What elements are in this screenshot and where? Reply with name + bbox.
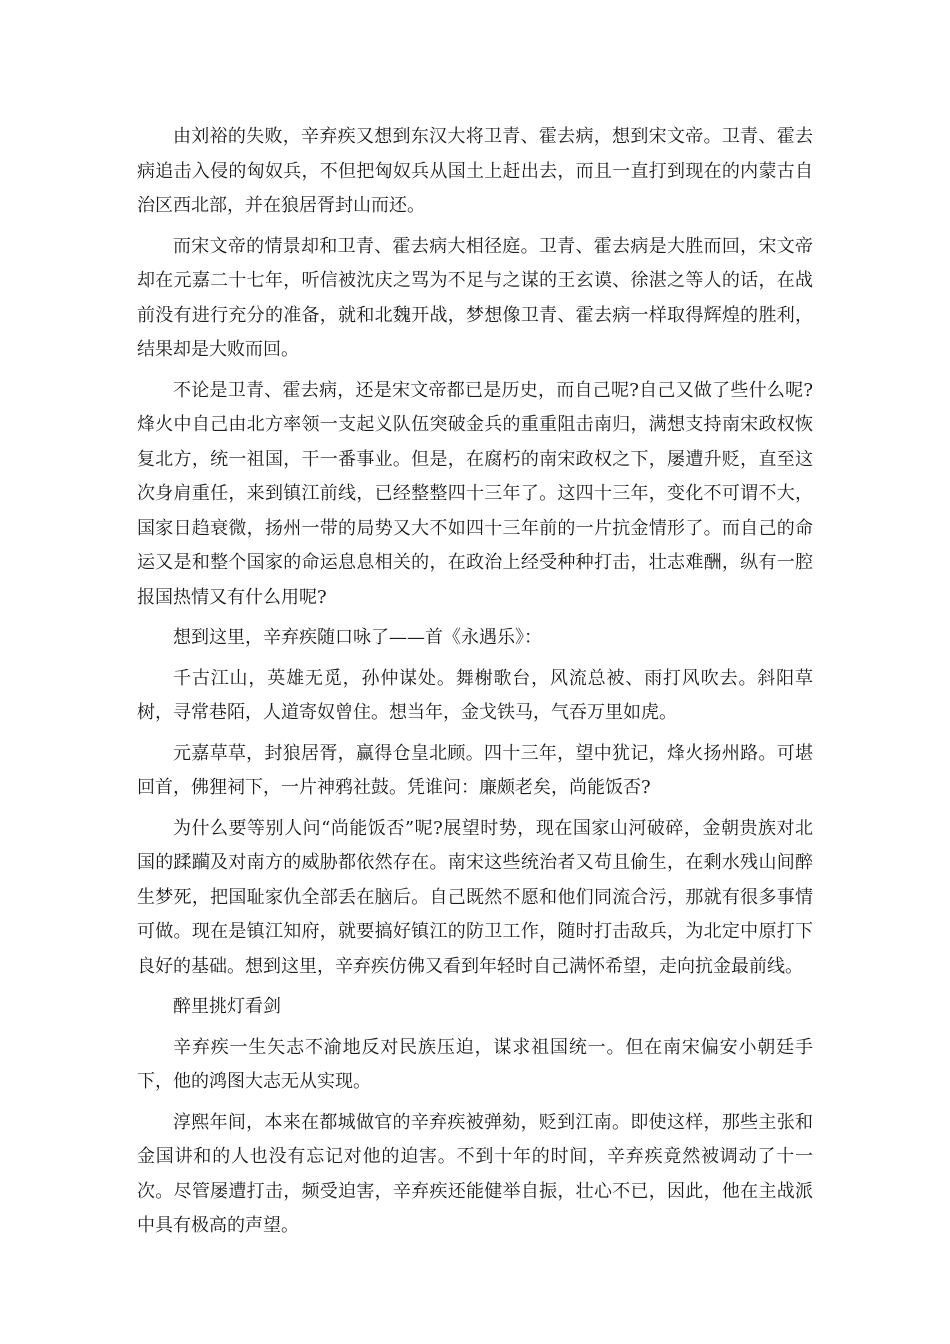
- section-heading: 醉里挑灯看剑: [173, 996, 281, 1017]
- poem-stanza: 元嘉草草，封狼居胥，赢得仓皇北顾。四十三年，望中犹记，烽火扬州路。可堪回首，佛狸祠下，一片神鸦社鼓。凭谁问：廉颇老矣，尚能饭否?: [137, 742, 813, 798]
- paragraph: 不论是卫青、霍去病，还是宋文帝都已是历史，而自己呢?自己又做了些什么呢?烽火中自己由北方率领一支起义队伍突破金兵的重重阻击南归，满想支持南宋政权恢复北方，统一祖国，干一番事业。但是，在腐朽的南宋政权之下，屡遭升贬，直至这次身肩重任，来到镇江前线，已经整整四十三年了。这四十三年，变化不可谓不大，国家日趋衰微，扬州一带的局势又大不如四十三年前的一片抗金情形了。而自己的命运又是和整个国家的命运息息相关的，在政治上经受种种打击，壮志难酬，纵有一腔报国热情又有什么用呢?: [137, 379, 813, 608]
- poem-stanza: 千古江山，英雄无觅，孙仲谋处。舞榭歌台，风流总被、雨打风吹去。斜阳草树，寻常巷陌，人道寄奴曾住。想当年，金戈铁马，气吞万里如虎。: [137, 667, 813, 723]
- paragraph: 淳熙年间，本来在都城做官的辛弃疾被弹劾，贬到江南。即使这样，那些主张和金国讲和的人也没有忘记对他的迫害。不到十年的时间，辛弃疾竟然被调动了十一次。尽管屡遭打击，频受迫害，辛弃疾还能健举自振，壮心不已，因此，他在主战派中具有极高的声望。: [137, 1111, 813, 1236]
- paragraph: 想到这里，辛弃疾随口咏了——首《永遇乐》：: [173, 627, 542, 648]
- paragraph: 为什么要等别人问“尚能饭否”呢?展望时势，现在国家山河破碎，金朝贵族对北国的蹂躏及对南方的威胁都依然存在。南宋这些统治者又苟且偷生，在剩水残山间醉生梦死，把国耻家仇全部丢在脑后。自己既然不愿和他们同流合污，那就有很多事情可做。现在是镇江知府，就要搞好镇江的防卫工作，随时打击敌兵，为北定中原打下良好的基础。想到这里，辛弃疾仿佛又看到年轻时自己满怀希望，走向抗金最前线。: [137, 817, 813, 977]
- paragraph: 辛弃疾一生矢志不渝地反对民族压迫，谋求祖国统一。但在南宋偏安小朝廷手下，他的鸿图大志无从实现。: [137, 1036, 813, 1092]
- document-body: [137, 120, 813, 1250]
- paragraph: 由刘裕的失败，辛弃疾又想到东汉大将卫青、霍去病，想到宋文帝。卫青、霍去病追击入侵的匈奴兵，不但把匈奴兵从国土上赶出去，而且一直打到现在的内蒙古自治区西北部，并在狼居胥封山而还。: [137, 126, 813, 216]
- paragraph: 而宋文帝的情景却和卫青、霍去病大相径庭。卫青、霍去病是大胜而回，宋文帝却在元嘉二十七年，听信被沈庆之骂为不足与之谋的王玄谟、徐湛之等人的话，在战前没有进行充分的准备，就和北魏开战，梦想像卫青、霍去病一样取得辉煌的胜利，结果却是大败而回。: [137, 235, 813, 360]
